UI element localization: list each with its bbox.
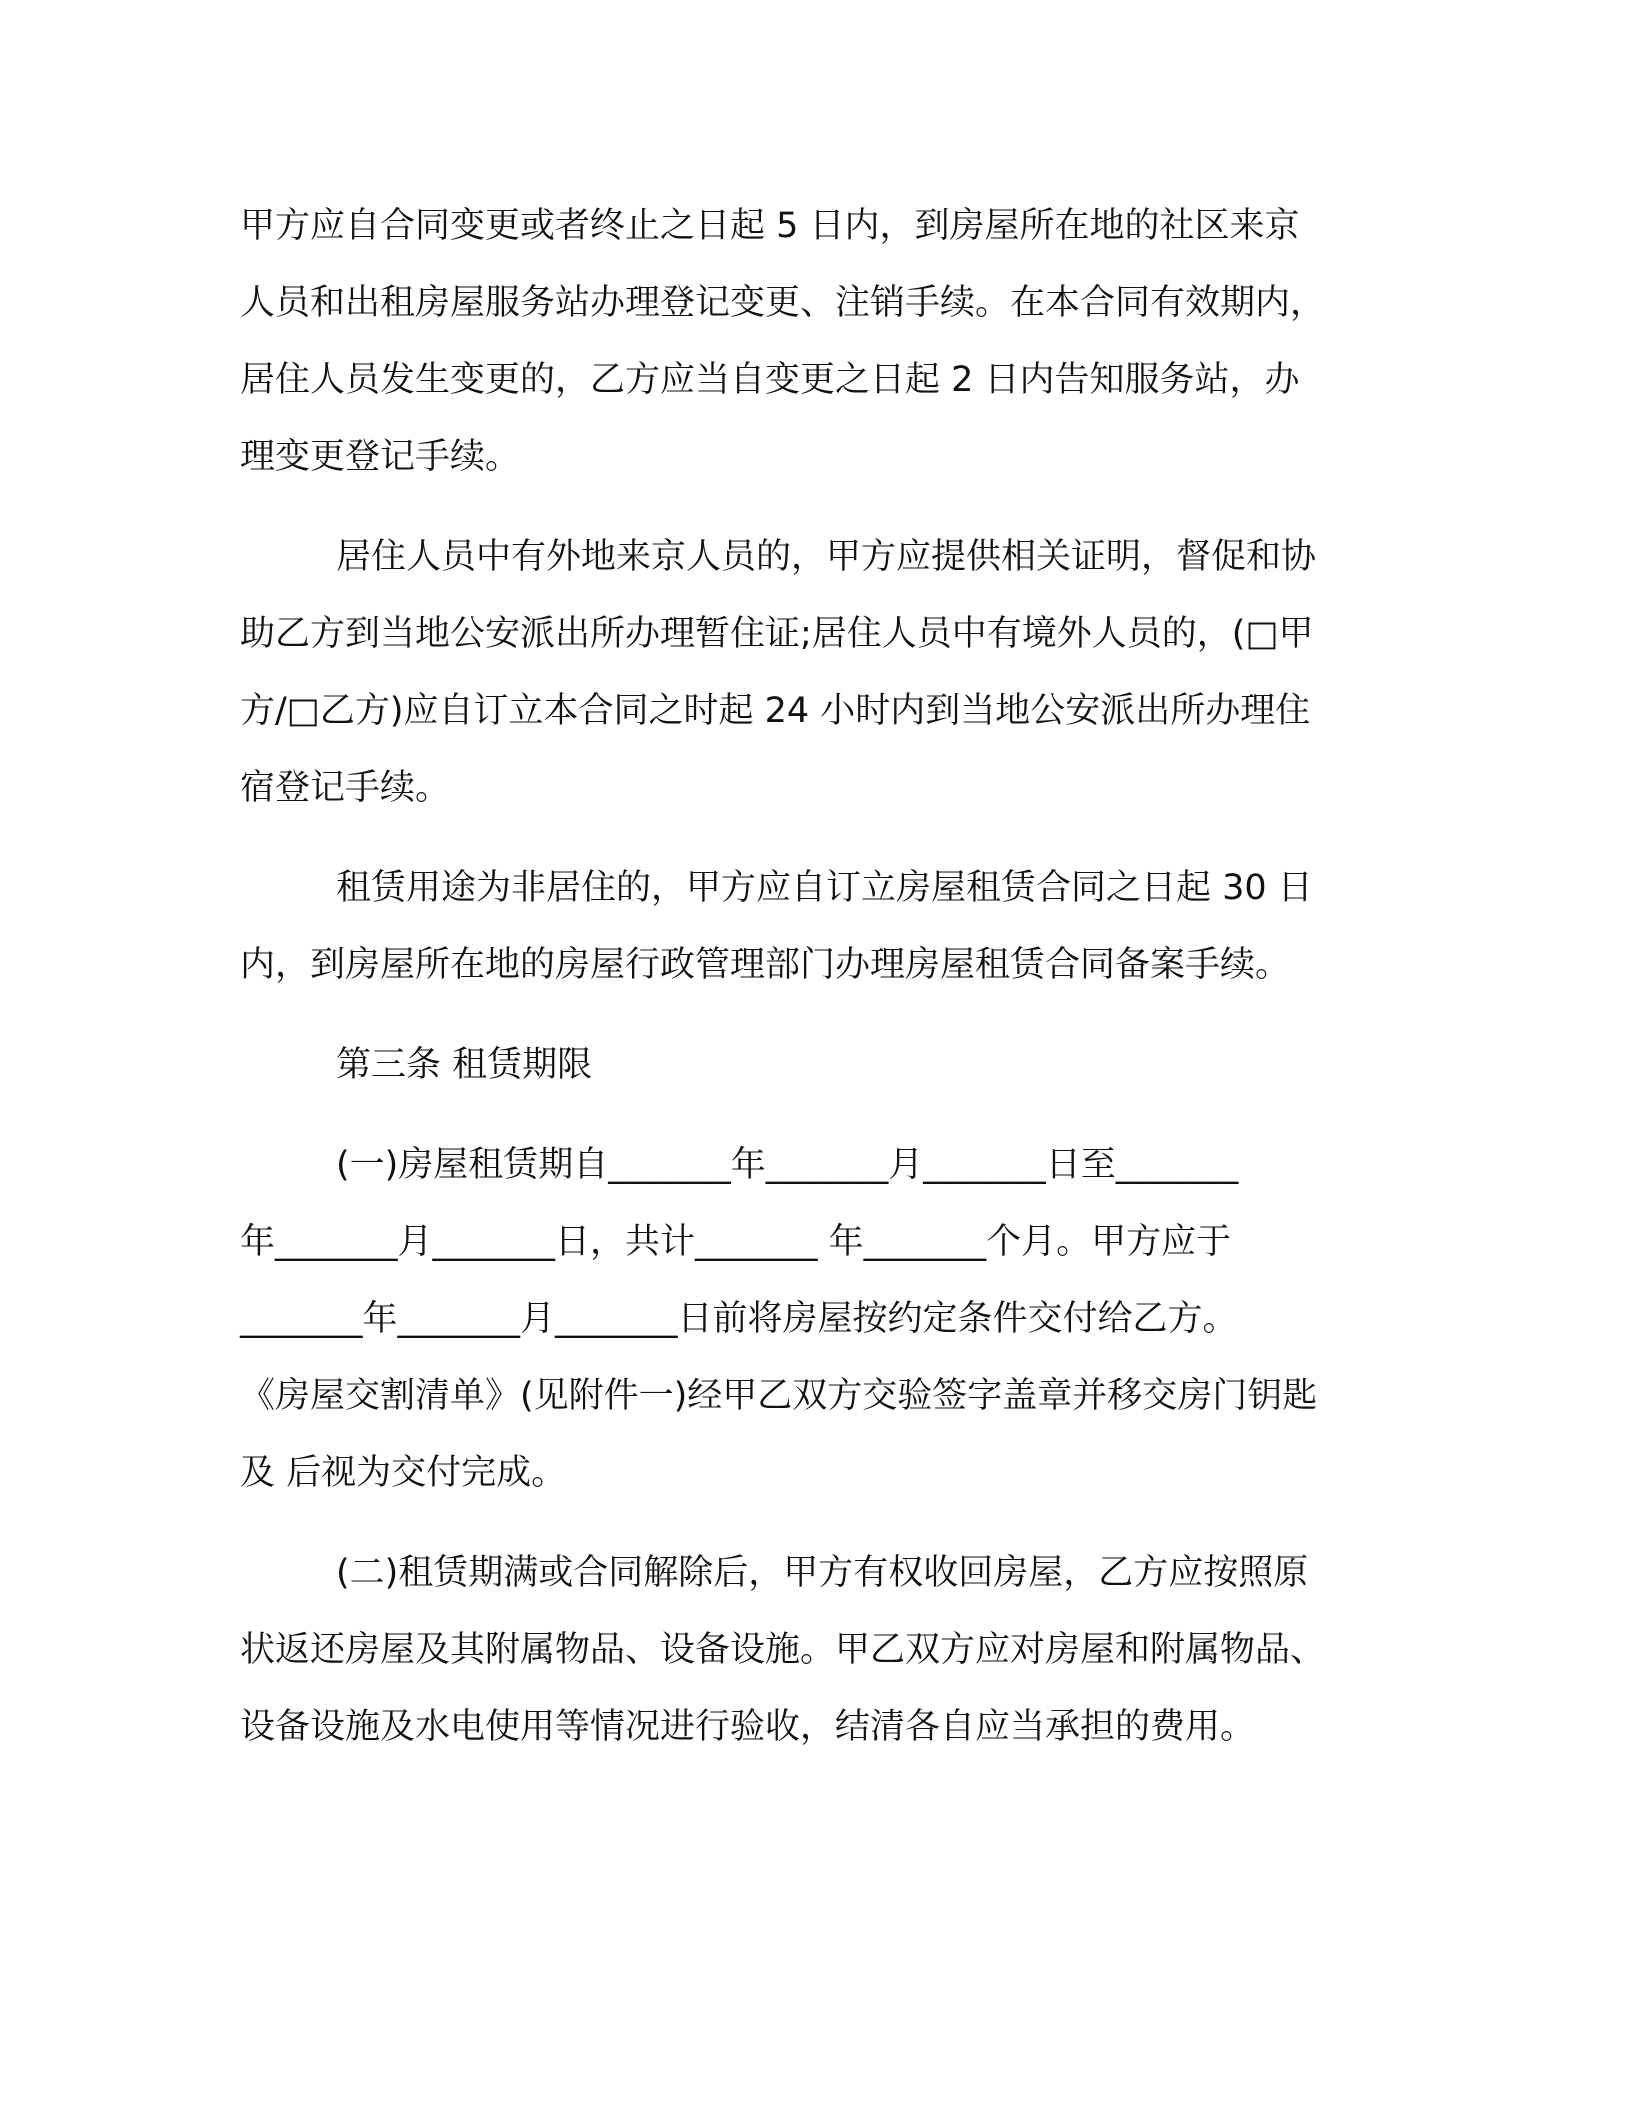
text-line: 助乙方到当地公安派出所办理暂住证;居住人员中有境外人员的，(□甲	[240, 614, 1314, 654]
text-line: 方/□乙方)应自订立本合同之时起 24 小时内到当地公安派出所办理住	[240, 691, 1311, 731]
paragraph-lease-end	[240, 1535, 1380, 1766]
text-line: 甲方应自合同变更或者终止之日起 5 日内，到房屋所在地的社区来京	[240, 206, 1300, 246]
text-line: 内，到房屋所在地的房屋行政管理部门办理房屋租赁合同备案手续。	[240, 945, 1291, 985]
text-line: 理变更登记手续。	[240, 437, 521, 477]
text-line: 人员和出租房屋服务站办理登记变更、注销手续。在本合同有效期内，	[240, 283, 1326, 323]
text-line: 设备设施及水电使用等情况进行验收，结清各自应当承担的费用。	[240, 1707, 1256, 1747]
paragraph-non-residential-use	[240, 850, 1380, 1004]
text-line: 及 后视为交付完成。	[240, 1453, 567, 1493]
section-heading: 第三条 租赁期限	[336, 1045, 593, 1085]
text-line: 状返还房屋及其附属物品、设备设施。甲乙双方应对房屋和附属物品、	[240, 1630, 1326, 1670]
text-line: (二)租赁期满或合同解除后，甲方有权收回房屋，乙方应按照原	[336, 1553, 1309, 1593]
paragraph-non-local-residents	[240, 519, 1380, 827]
document-body	[240, 188, 1380, 1766]
text-line: 《房屋交割清单》(见附件一)经甲乙双方交验签字盖章并移交房门钥匙	[240, 1376, 1318, 1416]
article-3-heading	[240, 1027, 1380, 1104]
paragraph-lease-term	[240, 1127, 1380, 1512]
text-line: 宿登记手续。	[240, 768, 451, 808]
text-line: 居住人员中有外地来京人员的，甲方应提供相关证明，督促和协	[336, 537, 1317, 577]
text-line: 租赁用途为非居住的，甲方应自订立房屋租赁合同之日起 30 日	[336, 868, 1313, 908]
text-line: 居住人员发生变更的，乙方应当自变更之日起 2 日内告知服务站，办	[240, 360, 1300, 400]
text-line: _______年_______月_______日前将房屋按约定条件交付给乙方。	[240, 1299, 1238, 1339]
paragraph-registration-change	[240, 188, 1380, 496]
text-line: 年_______月_______日，共计_______ 年_______个月。甲方应于	[240, 1222, 1232, 1262]
text-line: (一)房屋租赁期自_______年_______月_______日至_______	[336, 1145, 1239, 1185]
